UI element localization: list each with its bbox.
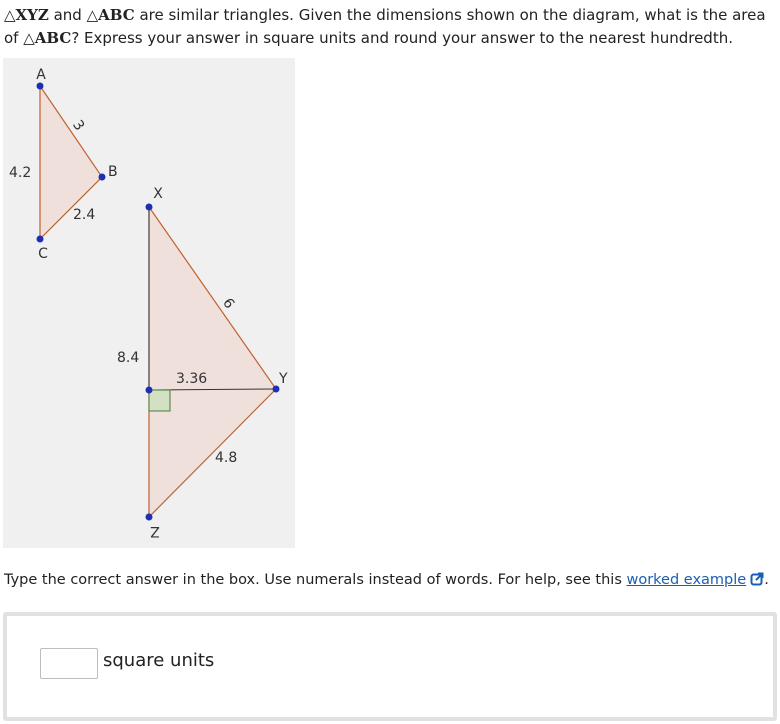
label-c: C	[38, 246, 48, 262]
instructions-text: Type the correct answer in the box. Use numerals instead of words. For help, see this	[4, 572, 627, 588]
worked-example-link[interactable]: worked example	[626, 572, 747, 588]
units-label: square units	[103, 650, 215, 671]
label-a: A	[36, 67, 46, 83]
external-link-icon[interactable]	[750, 572, 764, 586]
label-b: B	[108, 164, 118, 180]
question-text-part1: are similar triangles. Given the dimensions shown on the diagram, what is the area of	[4, 6, 766, 47]
point-c	[37, 236, 44, 243]
side-xy-label: 6	[219, 295, 238, 312]
side-ac-label: 4.2	[9, 165, 32, 181]
side-ab-label: 3	[69, 117, 88, 134]
question-and: and	[48, 6, 87, 24]
label-x: X	[153, 186, 163, 202]
point-x	[146, 204, 153, 211]
question-text-part2: ? Express your answer in square units and round your answer to the nearest hundredth.	[71, 29, 733, 47]
point-n	[146, 387, 153, 394]
point-z	[146, 514, 153, 521]
side-xn-label: 8.4	[117, 350, 140, 366]
side-bc-label: 2.4	[73, 207, 96, 223]
question-text	[4, 4, 774, 50]
triangle-xyz-shape	[149, 207, 276, 517]
answer-box	[3, 612, 777, 721]
side-yz-label: 4.8	[215, 450, 238, 466]
instructions-end: .	[764, 572, 769, 588]
right-angle-marker	[149, 390, 170, 411]
instructions	[4, 569, 774, 591]
point-b	[99, 174, 106, 181]
diagram-svg	[3, 58, 295, 548]
answer-input[interactable]	[40, 648, 98, 679]
triangle-abc: △ABC	[86, 6, 135, 24]
label-y: Y	[279, 371, 288, 387]
side-ny-label: 3.36	[176, 371, 208, 387]
label-z: Z	[150, 523, 160, 539]
triangle-abc-2: △ABC	[23, 29, 72, 47]
triangle-diagram	[3, 58, 295, 548]
point-a	[37, 83, 44, 90]
triangle-xyz: △XYZ	[4, 6, 49, 24]
